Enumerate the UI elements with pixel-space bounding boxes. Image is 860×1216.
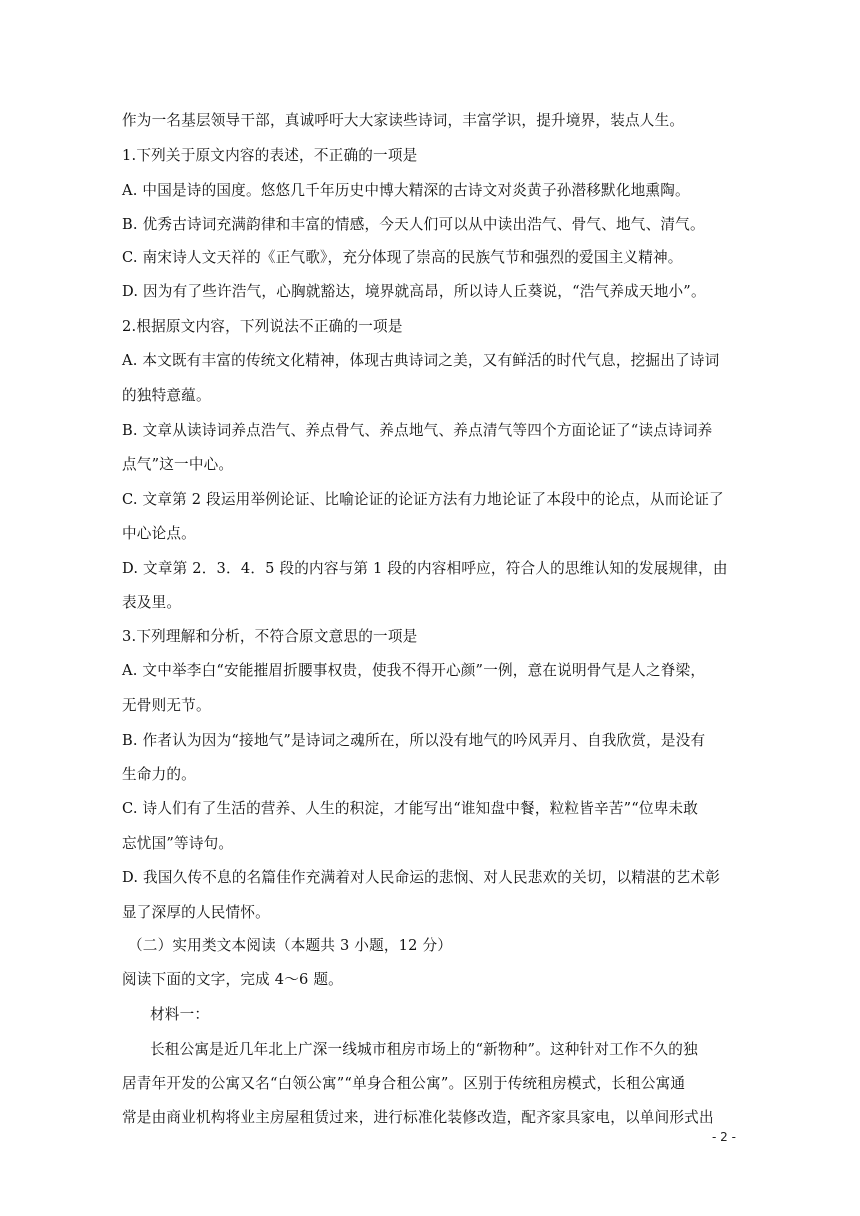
material-label: 材料一： xyxy=(150,1006,210,1023)
question-1-option-d: D. 因为有了些许浩气，心胸就豁达，境界就高昂，所以诗人丘葵说，“浩气养成天地小”。 xyxy=(122,283,706,300)
question-3-option-b-cont: 生命力的。 xyxy=(122,766,196,783)
reading-instruction: 阅读下面的文字，完成 4～6 题。 xyxy=(122,971,343,988)
question-3-option-d-cont: 显了深厚的人民情怀。 xyxy=(122,904,270,921)
question-3-option-a-cont: 无骨则无节。 xyxy=(122,697,211,714)
question-3-option-b: B. 作者认为因为“接地气”是诗词之魂所在，所以没有地气的吟风弄月、自我欣赏，是没有 xyxy=(122,732,706,749)
question-3-option-d: D. 我国久传不息的名篇佳作充满着对人民命运的悲悯、对人民悲欢的关切，以精湛的艺术彰 xyxy=(122,869,721,886)
question-2-option-c-cont: 中心论点。 xyxy=(122,525,196,542)
section-heading: （二）实用类文本阅读（本题共 3 小题，12 分） xyxy=(128,937,453,954)
paragraph-line: 长租公寓是近几年北上广深一线城市租房市场上的“新物种”。这种针对工作不久的独 xyxy=(150,1041,698,1058)
question-3-stem: 3.下列理解和分析，不符合原文意思的一项是 xyxy=(122,628,418,645)
question-2-option-c: C. 文章第 2 段运用举例论证、比喻论证的论证方法有力地论证了本段中的论点，从而论证了 xyxy=(122,491,724,508)
page-number: - 2 - xyxy=(712,1130,736,1144)
question-3-option-c: C. 诗人们有了生活的营养、人生的积淀，才能写出“谁知盘中餐，粒粒皆辛苦”“位卑未敢 xyxy=(122,800,699,817)
question-3-option-a: A. 文中举李白“安能摧眉折腰事权贵，使我不得开心颜”一例，意在说明骨气是人之脊梁， xyxy=(122,662,706,679)
question-2-option-a-cont: 的独特意蕴。 xyxy=(122,387,211,404)
question-2-option-b-cont: 点气”这一中心。 xyxy=(122,456,234,473)
question-1-option-a: A. 中国是诗的国度。悠悠几千年历史中博大精深的古诗文对炎黄子孙潜移默化地熏陶。 xyxy=(122,182,690,199)
question-2-option-d: D. 文章第 2．3．4．5 段的内容与第 1 段的内容相呼应，符合人的思维认知的发展规律，由 xyxy=(122,560,728,577)
question-2-option-d-cont: 表及里。 xyxy=(122,594,182,611)
paragraph-line: 常是由商业机构将业主房屋租赁过来，进行标准化装修改造，配齐家具家电，以单间形式出 xyxy=(122,1109,714,1126)
question-3-option-c-cont: 忘忧国”等诗句。 xyxy=(122,835,234,852)
question-2-stem: 2.根据原文内容，下列说法不正确的一项是 xyxy=(122,318,403,335)
question-1-option-c: C. 南宋诗人文天祥的《正气歌》，充分体现了崇高的民族气节和强烈的爱国主义精神。 xyxy=(122,249,683,266)
question-2-option-a: A. 本文既有丰富的传统文化精神，体现古典诗词之美，又有鲜活的时代气息，挖掘出了诗词 xyxy=(122,352,720,369)
paragraph-line: 居青年开发的公寓又名“白领公寓”“单身合租公寓”。区别于传统租房模式，长租公寓通 xyxy=(122,1075,686,1092)
question-1-stem: 1.下列关于原文内容的表述，不正确的一项是 xyxy=(122,147,418,164)
question-1-option-b: B. 优秀古诗词充满韵律和丰富的情感，今天人们可以从中读出浩气、骨气、地气、清气。 xyxy=(122,216,705,233)
text-line: 作为一名基层领导干部，真诚呼吁大大家读些诗词，丰富学识，提升境界，装点人生。 xyxy=(122,112,685,129)
question-2-option-b: B. 文章从读诗词养点浩气、养点骨气、养点地气、养点清气等四个方面论证了“读点诗词养 xyxy=(122,422,713,439)
